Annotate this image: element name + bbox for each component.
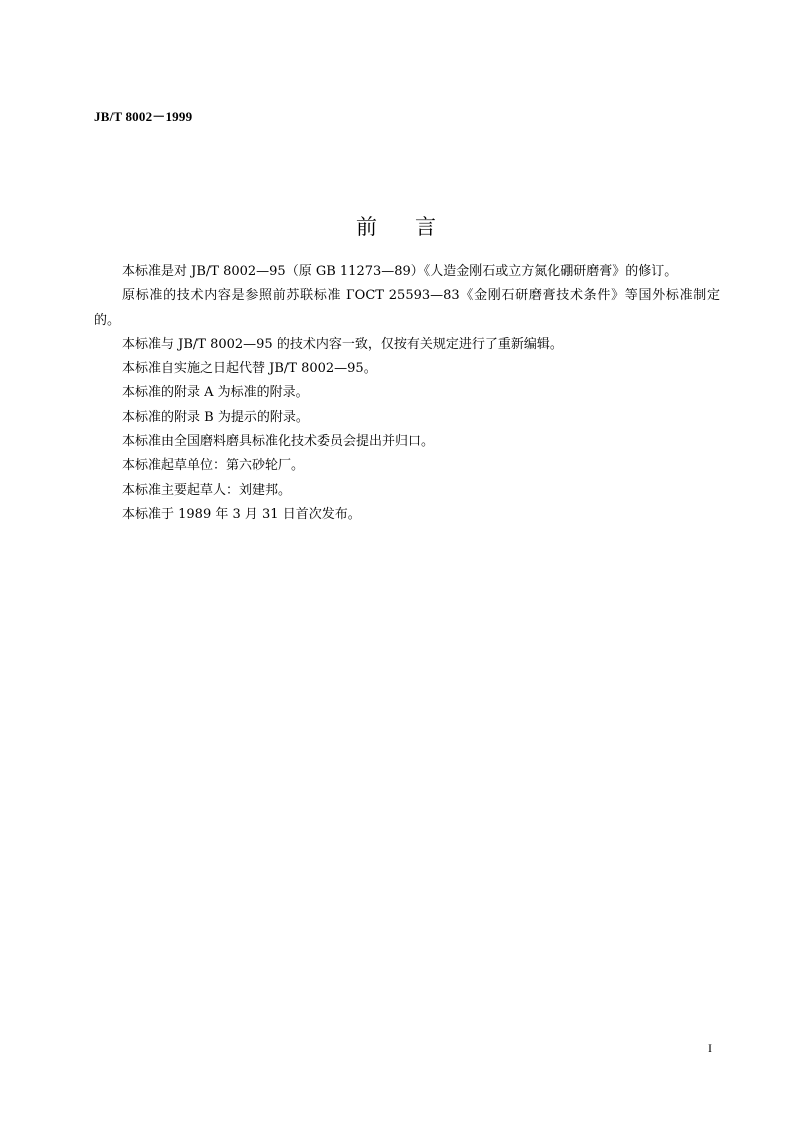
paragraph-proposer: 本标准由全国磨料磨具标准化技术委员会提出并归口。 — [122, 434, 435, 450]
paragraph-drafting-unit: 本标准起草单位：第六砂轮厂。 — [122, 458, 305, 474]
paragraph-drafter: 本标准主要起草人：刘建邦。 — [122, 482, 292, 498]
paragraph-appendix-a: 本标准的附录 A 为标准的附录。 — [122, 385, 309, 401]
foreword-body — [94, 260, 720, 527]
page-title: 前言 — [356, 215, 474, 239]
paragraph-appendix-b: 本标准的附录 B 为提示的附录。 — [122, 409, 309, 425]
paragraph-reference: 原标准的技术内容是参照前苏联标准 ГОСТ 25593—83《金刚石研磨膏技术条件》等国外标准制定的。 — [94, 288, 720, 328]
standard-code: JB/T 8002－1999 — [94, 109, 193, 124]
paragraph-consistency: 本标准与 JB/T 8002—95 的技术内容一致，仅按有关规定进行了重新编辑。 — [122, 336, 563, 352]
page-number: I — [708, 1041, 712, 1055]
paragraph-first-issue: 本标准于 1989 年 3 月 31 日首次发布。 — [122, 506, 361, 522]
paragraph-replacement: 本标准自实施之日起代替 JB/T 8002—95。 — [122, 361, 377, 377]
paragraph-revision: 本标准是对 JB/T 8002—95（原 GB 11273—89）《人造金刚石或立方氮化硼研磨膏》的修订。 — [122, 264, 678, 279]
